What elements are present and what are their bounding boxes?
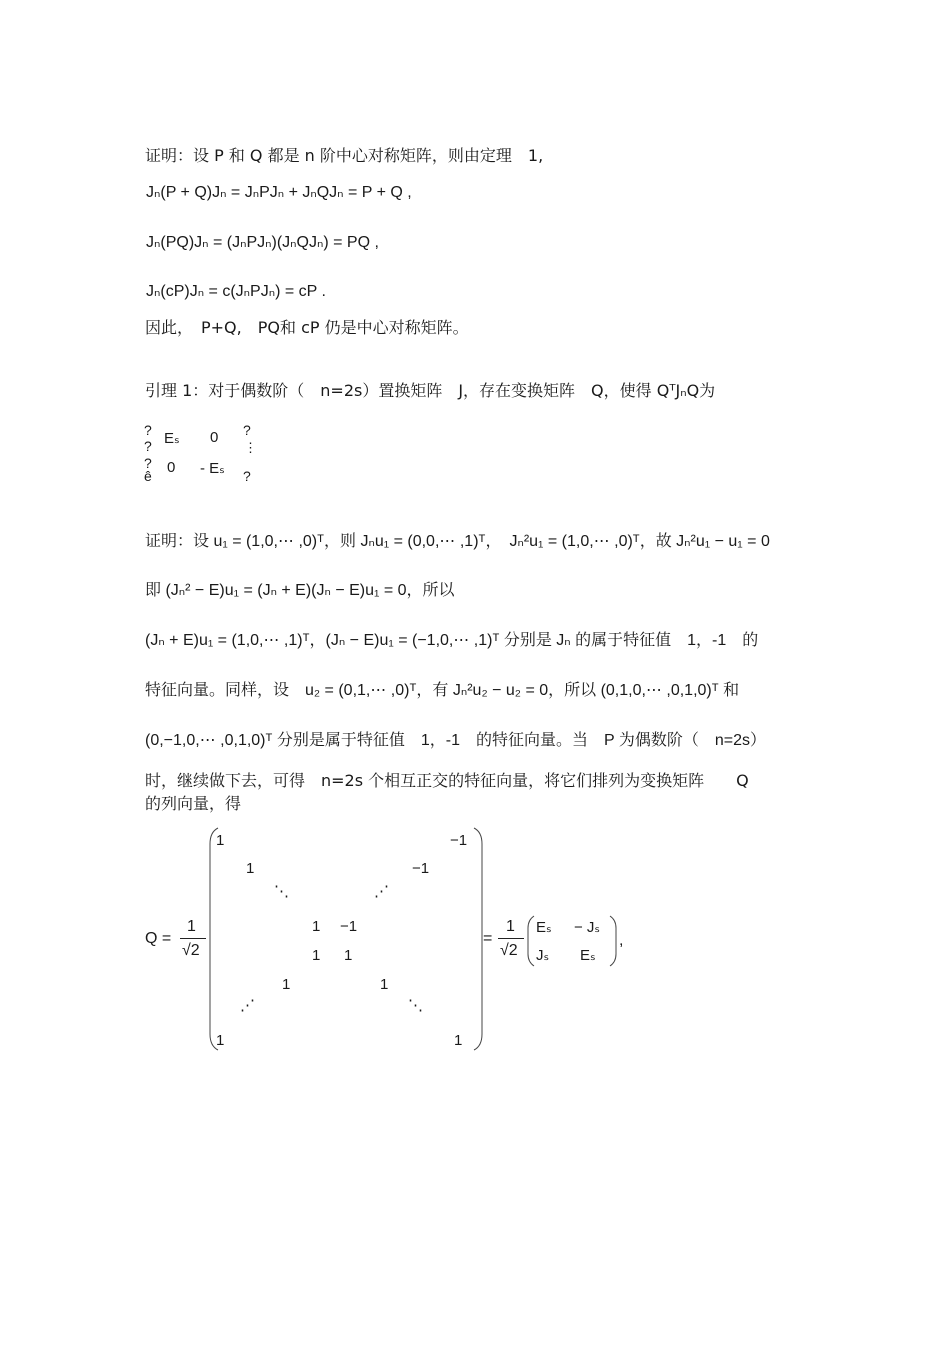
proof2-line1: 证明：设 u₁ = (1,0,⋯ ,0)ᵀ，则 Jₙu₁ = (0,0,⋯ ,1)ᵀ， Jₙ²u₁ = (1,0,⋯ ,0)ᵀ，故 Jₙ²u₁ − u₁ = 0 bbox=[145, 533, 770, 550]
matrix-entry: 1 bbox=[380, 976, 389, 993]
q-matrix-equation bbox=[140, 820, 660, 1060]
trailing-comma: , bbox=[619, 932, 624, 949]
matrix-entry: −1 bbox=[340, 918, 358, 935]
matrix-entry: Eₛ bbox=[164, 430, 180, 447]
block-entry: Eₛ bbox=[580, 947, 596, 964]
proof1-conclusion: 因此， P+Q, PQ和 cP 仍是中心对称矩阵。 bbox=[145, 318, 469, 337]
fraction-numerator: 1 bbox=[187, 918, 196, 935]
proof1-eq-product: Jₙ(PQ)Jₙ = (JₙPJₙ)(JₙQJₙ) = PQ , bbox=[146, 234, 379, 251]
fraction-denominator: √2 bbox=[500, 942, 518, 959]
broken-glyph: ? bbox=[144, 455, 152, 471]
fraction-numerator: 1 bbox=[506, 918, 515, 935]
proof2-line5: (0,−1,0,⋯ ,0,1,0)ᵀ 分别是属于特征值 1，-1 的特征向量。当 P 为偶数阶（ n=2s） bbox=[145, 732, 766, 749]
block-entry: Eₛ bbox=[536, 919, 552, 936]
left-paren bbox=[208, 826, 220, 1052]
block-entry: − Jₛ bbox=[574, 919, 601, 936]
proof2-line2: 即 (Jₙ² − E)u₁ = (Jₙ + E)(Jₙ − E)u₁ = 0，所以 bbox=[145, 582, 455, 599]
broken-glyph: ? bbox=[144, 422, 152, 438]
matrix-entry: - Eₛ bbox=[200, 460, 225, 477]
broken-glyph: ? bbox=[243, 468, 251, 484]
right-paren bbox=[608, 914, 618, 968]
matrix-entry: 1 bbox=[216, 832, 225, 849]
matrix-entry: −1 bbox=[412, 860, 430, 877]
diagonal-dots: ⋱ bbox=[274, 883, 289, 900]
proof2-line7: 的列向量，得 bbox=[145, 794, 242, 813]
broken-glyph: ? bbox=[243, 422, 251, 438]
anti-diagonal-dots: ⋰ bbox=[374, 883, 389, 900]
broken-glyph: ? bbox=[144, 438, 152, 454]
block-entry: Jₛ bbox=[536, 947, 550, 964]
vertical-dots: ⋮ bbox=[244, 440, 257, 455]
proof2-line6: 时，继续做下去，可得 n=2s 个相互正交的特征向量，将它们排列为变换矩阵 Q bbox=[145, 771, 749, 790]
matrix-entry: 1 bbox=[344, 947, 353, 964]
matrix-entry: 0 bbox=[210, 429, 219, 446]
matrix-entry: 1 bbox=[246, 860, 255, 877]
matrix-entry: −1 bbox=[450, 832, 468, 849]
fraction-denominator: √2 bbox=[182, 942, 200, 959]
matrix-entry: 1 bbox=[312, 947, 321, 964]
matrix-entry: 1 bbox=[282, 976, 291, 993]
matrix-entry: 1 bbox=[312, 918, 321, 935]
lemma1-block-matrix bbox=[140, 422, 270, 486]
diagonal-dots: ⋱ bbox=[408, 997, 423, 1014]
matrix-entry: 0 bbox=[167, 459, 176, 476]
equals-sign: = bbox=[483, 930, 493, 947]
proof1-eq-sum: Jₙ(P + Q)Jₙ = JₙPJₙ + JₙQJₙ = P + Q , bbox=[146, 184, 412, 201]
broken-glyph: ê bbox=[144, 468, 152, 484]
matrix-entry: 1 bbox=[454, 1032, 463, 1049]
matrix-entry: 1 bbox=[216, 1032, 225, 1049]
fraction-bar bbox=[180, 938, 206, 939]
proof2-line3: (Jₙ + E)u₁ = (1,0,⋯ ,1)ᵀ，(Jₙ − E)u₁ = (−1,0,⋯ ,1)ᵀ 分别是 Jₙ 的属于特征值 1，-1 的 bbox=[145, 632, 759, 649]
q-lhs: Q = bbox=[145, 930, 172, 947]
proof1-eq-scalar: Jₙ(cP)Jₙ = c(JₙPJₙ) = cP . bbox=[146, 283, 326, 300]
lemma1-statement: 引理 1：对于偶数阶（ n=2s）置换矩阵 J，存在变换矩阵 Q，使得 QᵀJₙQ为 bbox=[145, 381, 716, 400]
left-paren bbox=[526, 914, 536, 968]
proof1-intro: 证明：设 P 和 Q 都是 n 阶中心对称矩阵，则由定理 1, bbox=[145, 146, 544, 165]
anti-diagonal-dots: ⋰ bbox=[240, 997, 255, 1014]
fraction-bar bbox=[498, 938, 524, 939]
proof2-line4: 特征向量。同样，设 u₂ = (0,1,⋯ ,0)ᵀ，有 Jₙ²u₂ − u₂ = 0，所以 (0,1,0,⋯ ,0,1,0)ᵀ 和 bbox=[145, 682, 740, 699]
